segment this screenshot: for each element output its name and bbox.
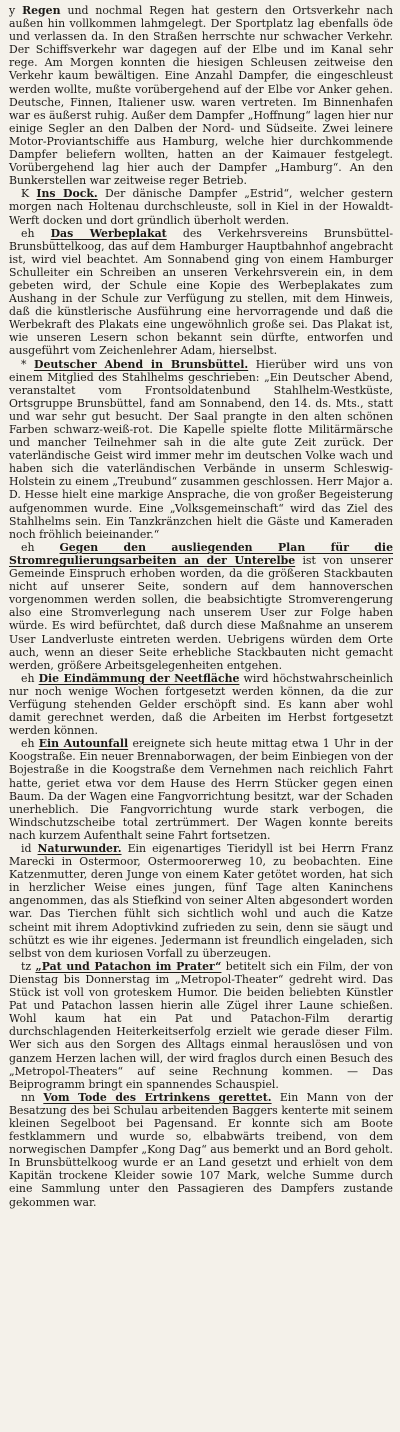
article-body: Ein Mann von der Besatzung des bei Schulau arbeitenden Baggers kenterte mit seinem kleinen Segelboot bei Pagensand. Er konnte sich am Boote festklammern und wurde so, elbabwärts treibend, von dem norwegischen Dampfer „Kong Dag“ aus bemerkt und an Bord geholt. In Brunsbüttelkoog wurde er an Land gesetzt und erhielt von dem Kapitän trockene Kleider sowie 107 Mark, welche Summe durch eine Sammlung unter den Passagieren des Dampfers zustande gekommen war.	[9, 1090, 394, 1209]
article-headline: „Pat und Patachon im Prater“	[35, 959, 222, 973]
author-mark: eh	[21, 737, 35, 751]
article-body: ereignete sich heute mittag etwa 1 Uhr in der Koogstraße. Ein neuer Brennaborwagen, der beim Einbiegen von der Bojestraße in die Koogstraße dem Vernehmen nach reichlich Fahrt hatte, geriet etwa vor dem Hause des Herrn Stücker gegen einen Baum. Da der Wagen eine Fangvorrichtung besitzt, war der Schaden unerheblich. Die Fangvorrichtung wurde stark verbogen, die Windschutzscheibe total zertrümmert. Der Wagen konnte bereits nach kurzem Aufenthalt seine Fahrt fortsetzen.	[9, 737, 393, 842]
article-body: ist von unserer Gemeinde Einspruch erhoben worden, da die größeren Stackbauten nicht auf unserer Seite, sondern auf dem hannoverschen vorgenommen werden sollen, die beabsichtigte Stromverengerung also eine Stromverlegung nach unserem User zur Folge haben würde. Es wird befürchtet, daß durch diese Maßnahme an unserem User Landverluste eintreten werden. Uebrigens würden dem Orte auch, wenn an dieser Seite erhebliche Stackbauten nicht gemacht werden, größere Arbeitsgelegenheiten entgehen.	[9, 553, 394, 672]
author-mark: eh	[21, 671, 35, 685]
article-film	[9, 960, 393, 1091]
article-headline: Ein Autounfall	[38, 737, 129, 751]
article-body: Der dänische Dampfer „Estrid“, welcher gestern morgen nach Holtenau durchschleuste, soll in Kiel in der Howaldt-Werft docken und dort gründlich überholt werden.	[9, 187, 393, 227]
author-mark: id	[21, 842, 32, 855]
article-headline: Vom Tode des Ertrinkens gerettet.	[43, 1090, 272, 1104]
article-german-evening	[9, 358, 393, 541]
article-dock	[9, 187, 393, 226]
article-poster	[9, 227, 393, 358]
article-headline: Ins Dock.	[36, 187, 98, 201]
author-mark: eh	[21, 540, 35, 554]
article-headline: Regen	[22, 4, 61, 17]
author-mark: tz	[21, 959, 32, 973]
article-river-plan	[9, 541, 393, 672]
author-mark: K	[21, 187, 30, 201]
author-mark: eh	[21, 226, 35, 240]
article-body: Ein eigenartiges Tieridyll ist bei Herrn Franz Marecki in Ostermoor, Ostermoorerweg 10, zu beobachten. Eine Katzenmutter, deren Junge von einem Kater getötet worden, hat sich in herzlicher Weise eines jungen, fünf Tage alten Kaninchens angenommen, das als Stiefkind von seiner Alten abgesondert worden war. Das Tierchen fühlt sich sichtlich wohl und auch die Katze scheint mit ihrem Adoptivkind zufrieden zu sein, denn sie säugt und schützt es wie ihr eigenes. Jedermann ist freundlich eingeladen, sich selbst von dem kuriosen Vorfall zu überzeugen.	[9, 842, 393, 960]
article-headline: Die Eindämmung der Neetfläche	[38, 671, 240, 685]
article-body: und nochmal Regen hat gestern den Ortsverkehr nach außen hin vollkommen lahmgelegt. Der Sportplatz lag ebenfalls öde und verlassen da. In den Straßen herrschte nur schwacher Verkehr. Der Schiffsverkehr war dagegen auf der Elbe und im Kanal sehr rege. Am Morgen konnten die hiesigen Schleusen zeitweise den Verkehr kaum bewältigen. Eine Anzahl Dampfer, die eingeschleust werden wollte, mußte vorübergehend auf der Elbe vor Anker gehen. Deutsche, Finnen, Italiener usw. waren vertreten. Im Binnenhafen war es äußerst ruhig. Außer dem Dampfer „Hoffnung“ lagen hier nur einige Segler an den Dalben der Nord- und Südseite. Zwei leinere Motor-Proviantschiffe aus Hamburg, welche hier durchkommende Dampfer beliefern wollten, hatten an der Kaimauer festgelegt. Vorübergehend lag hier auch der Dampfer „Hamburg“. An den Bunkerstellen war zeitweise reger Betrieb.	[9, 4, 394, 188]
author-mark: *	[21, 357, 27, 371]
article-dyke	[9, 672, 393, 737]
author-mark: y	[9, 4, 16, 17]
article-headline: Naturwunder.	[37, 842, 122, 855]
article-body: des Verkehrsvereins Brunsbüttel-Brunsbüttelkoog, das auf dem Hamburger Hauptbahnhof angebracht ist, wird viel beachtet. Am Sonnabend ging von einem Hamburger Schulleiter ein Schreiben an unseren Verkehrsverein ein, in dem gebeten wird, der Schule eine Kopie des Werbeplakates zum Aushang in der Schule zur Verfügung zu stellen, mit dem Hinweis, daß die künstlerische Ausführung eine hervorragende und daß die Werbekraft des Plakats eine ungewöhnlich große sei. Das Plakat ist, wie unseren Lesern schon bekannt sein dürfte, entworfen und ausgeführt vom Zeichenlehrer Adam, hierselbst.	[9, 226, 393, 358]
article-headline: Das Werbeplakat	[50, 226, 167, 240]
article-body: Hierüber wird uns von einem Mitglied des Stahlhelms geschrieben: „Ein Deutscher Abend, veranstaltet vom Frontsoldatenbund Stahlhelm-Westküste, Ortsgruppe Brunsbüttel, fand am Sonnabend, den 14. ds. Mts., statt und war sehr gut besucht. Der Saal prangte in den alten schönen Farben schwarz-weiß-rot. Die Kapelle spielte flotte Militärmärsche und mancher Teilnehmer sah in die alte gute Zeit zurück. Der vaterländische Geist wird immer mehr im deutschen Volke wach und haben sich die vaterländischen Verbände in unserm Schleswig-Holstein zu einem „Treubund“ zusammen geschlossen. Herr Major a. D. Hesse hielt eine markige Ansprache, die von großer Begeisterung aufgenommen wurde. Eine „Volksgemeinschaft“ wird das Ziel des Stahlhelms sein. Ein Tanzkränzchen hielt die Gäste und Kameraden noch fröhlich beieinander.“	[9, 357, 393, 541]
article-car-accident	[9, 737, 393, 842]
article-body: wird höchstwahrscheinlich nur noch wenige Wochen fortgesetzt werden können, da die zur Verfügung stehenden Gelder erschöpft sind. Es kann aber wohl damit gerechnet werden, daß die Arbeiten im Herbst fortgesetzt werden können.	[9, 671, 393, 738]
article-nature-wonder	[9, 842, 393, 960]
article-rain	[9, 4, 393, 187]
article-headline: Deutscher Abend in Brunsbüttel.	[34, 357, 249, 371]
article-body: betitelt sich ein Film, der von Dienstag bis Donnerstag im „Metropol-Theater“ gedreht wird. Das Stück ist voll von groteskem Humor. Die beiden beliebten Künstler Pat und Patachon lassen hierin alle Zügel ihrer Laune schießen. Wohl kaum hat ein Pat und Patachon-Film derartig durchschlagenden Heiterkeitserfolg erzielt wie gerade dieser Film. Wer sich aus den Sorgen des Alltags einmal herauslösen und von ganzem Herzen lachen will, der wird fraglos durch einen Besuch des „Metropol-Theaters“ auf seine Rechnung kommen. — Das Beiprogramm bringt ein spannendes Schauspiel.	[9, 959, 393, 1091]
author-mark: nn	[21, 1090, 36, 1104]
article-rescue	[9, 1091, 393, 1209]
article-headline: Gegen den ausliegenden Plan für die Stromregulierungsarbeiten an der Unterelbe	[9, 540, 393, 567]
